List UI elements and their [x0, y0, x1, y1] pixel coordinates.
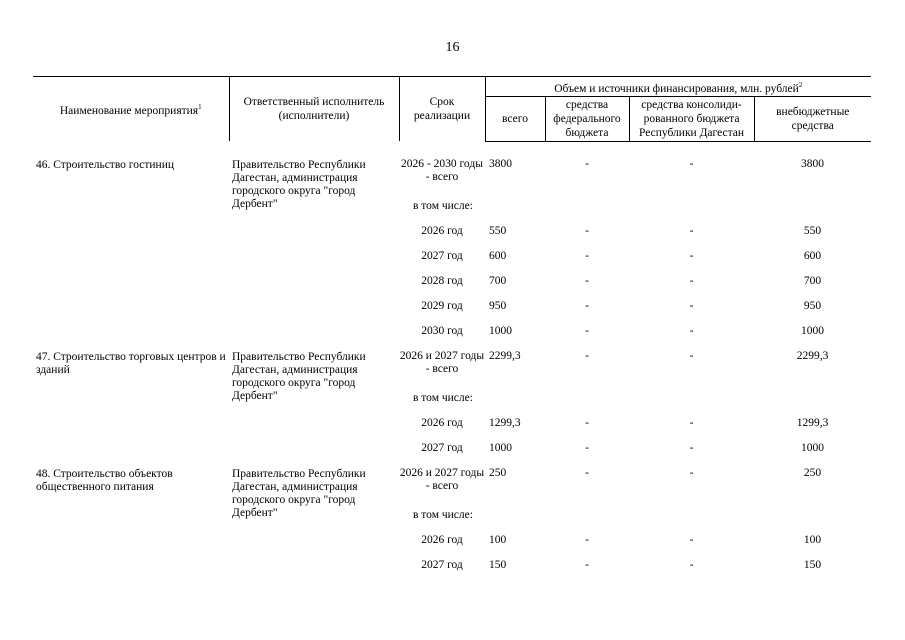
- total-cell: 1000: [489, 324, 512, 337]
- term-cell: 2026 год: [421, 416, 463, 429]
- extrabudget-cell: 550: [803, 224, 822, 237]
- term-cell: 2027 год: [421, 441, 463, 454]
- term-cell: 2026 и 2027 годы - всего: [399, 349, 485, 375]
- total-cell: 600: [489, 249, 507, 262]
- extrabudget-cell: 150: [803, 558, 822, 571]
- total-cell: 250: [489, 466, 507, 479]
- responsible-executor: Правительство Республики Дагестан, администрация городского округа "город Дербент": [232, 467, 366, 519]
- term-cell: в том числе:: [413, 391, 473, 404]
- extrabudget-cell: 1000: [801, 324, 825, 337]
- total-cell: [485, 505, 545, 530]
- header-name-label: Наименование мероприятия: [59, 105, 199, 118]
- term-cell: в том числе:: [413, 199, 473, 212]
- consolidated-cell: [629, 505, 754, 530]
- measure-name: 47. Строительство торговых центров и зданий: [36, 350, 226, 376]
- term-cell: 2026 и 2027 годы - всего: [399, 466, 485, 492]
- federal-cell: -: [585, 466, 589, 479]
- header-financing: [485, 77, 871, 97]
- total-cell: [485, 388, 545, 413]
- term-cell: в том числе:: [413, 508, 473, 521]
- consolidated-cell: [629, 196, 754, 221]
- consolidated-cell: -: [689, 249, 694, 262]
- term-cell: 2030 год: [421, 324, 463, 337]
- federal-cell: -: [585, 274, 589, 287]
- consolidated-cell: -: [689, 416, 694, 429]
- total-cell: 950: [489, 299, 507, 312]
- federal-cell: -: [585, 249, 589, 262]
- consolidated-cell: -: [689, 533, 694, 546]
- total-cell: 1299,3: [489, 416, 521, 429]
- page-number: 16: [445, 40, 460, 55]
- table-header: [33, 77, 871, 142]
- spacer-cell: [33, 141, 871, 154]
- consolidated-cell: -: [689, 441, 694, 454]
- federal-cell: -: [585, 441, 589, 454]
- federal-cell: [545, 196, 629, 221]
- total-cell: 550: [489, 224, 507, 237]
- total-cell: 3800: [489, 157, 512, 170]
- extrabudget-cell: 700: [803, 274, 822, 287]
- federal-cell: -: [585, 324, 589, 337]
- responsible-executor: Правительство Республики Дагестан, администрация городского округа "город Дербент": [232, 350, 366, 402]
- header-financing-label: Объем и источники финансирования, млн. рублей: [554, 82, 799, 95]
- extrabudget-cell: [754, 388, 871, 413]
- federal-cell: -: [585, 299, 589, 312]
- financing-table: [33, 76, 871, 580]
- term-cell: 2028 год: [421, 274, 463, 287]
- consolidated-cell: [629, 388, 754, 413]
- total-cell: 100: [489, 533, 507, 546]
- term-cell: 2026 - 2030 годы - всего: [401, 157, 483, 183]
- header-term: Срок реализации: [399, 77, 485, 142]
- term-cell: 2029 год: [421, 299, 463, 312]
- table-row: [33, 154, 871, 196]
- total-cell: 700: [489, 274, 507, 287]
- header-name: [33, 77, 229, 142]
- extrabudget-cell: 1000: [801, 441, 825, 454]
- footnote-2: 2: [798, 81, 803, 89]
- federal-cell: -: [585, 416, 589, 429]
- extrabudget-cell: 3800: [801, 157, 825, 170]
- spacer-row: [33, 141, 871, 154]
- federal-cell: [545, 388, 629, 413]
- consolidated-cell: -: [689, 224, 694, 237]
- consolidated-cell: -: [689, 157, 694, 170]
- table-row: [33, 346, 871, 388]
- responsible-executor: Правительство Республики Дагестан, администрация городского округа "город Дербент": [232, 158, 366, 210]
- consolidated-cell: -: [689, 349, 694, 362]
- extrabudget-cell: [754, 196, 871, 221]
- footnote-1: 1: [198, 103, 202, 112]
- table-row: [33, 463, 871, 505]
- term-cell: 2027 год: [421, 249, 463, 262]
- header-extrabudget: внебюджетные средства: [754, 96, 871, 141]
- extrabudget-cell: [754, 505, 871, 530]
- federal-cell: -: [585, 533, 589, 546]
- consolidated-cell: -: [689, 324, 694, 337]
- header-consolidated: средства консолиди-рованного бюджета Республики Дагестан: [629, 96, 754, 141]
- term-cell: 2027 год: [421, 558, 463, 571]
- total-cell: 2299,3: [489, 349, 521, 362]
- consolidated-cell: -: [689, 299, 694, 312]
- consolidated-cell: -: [689, 558, 694, 571]
- extrabudget-cell: 100: [803, 533, 822, 546]
- term-cell: 2026 год: [421, 224, 463, 237]
- total-cell: 1000: [489, 441, 512, 454]
- header-responsible: Ответственный исполнитель (исполнители): [229, 77, 399, 142]
- federal-cell: -: [585, 349, 589, 362]
- federal-cell: [545, 505, 629, 530]
- extrabudget-cell: 950: [803, 299, 822, 312]
- federal-cell: -: [585, 157, 589, 170]
- extrabudget-cell: 600: [803, 249, 822, 262]
- extrabudget-cell: 1299,3: [796, 416, 829, 429]
- total-cell: [485, 196, 545, 221]
- extrabudget-cell: 2299,3: [796, 349, 829, 362]
- consolidated-cell: -: [689, 274, 694, 287]
- consolidated-cell: -: [689, 466, 694, 479]
- term-cell: 2026 год: [421, 533, 463, 546]
- federal-cell: -: [585, 224, 589, 237]
- total-cell: 150: [489, 558, 507, 571]
- extrabudget-cell: 250: [803, 466, 822, 479]
- table-body: [33, 141, 871, 580]
- header-total: всего: [485, 96, 545, 141]
- measure-name: 48. Строительство объектов общественного питания: [36, 467, 173, 493]
- header-federal: средства федерального бюджета: [545, 96, 629, 141]
- federal-cell: -: [585, 558, 589, 571]
- measure-name: 46. Строительство гостиниц: [36, 158, 175, 171]
